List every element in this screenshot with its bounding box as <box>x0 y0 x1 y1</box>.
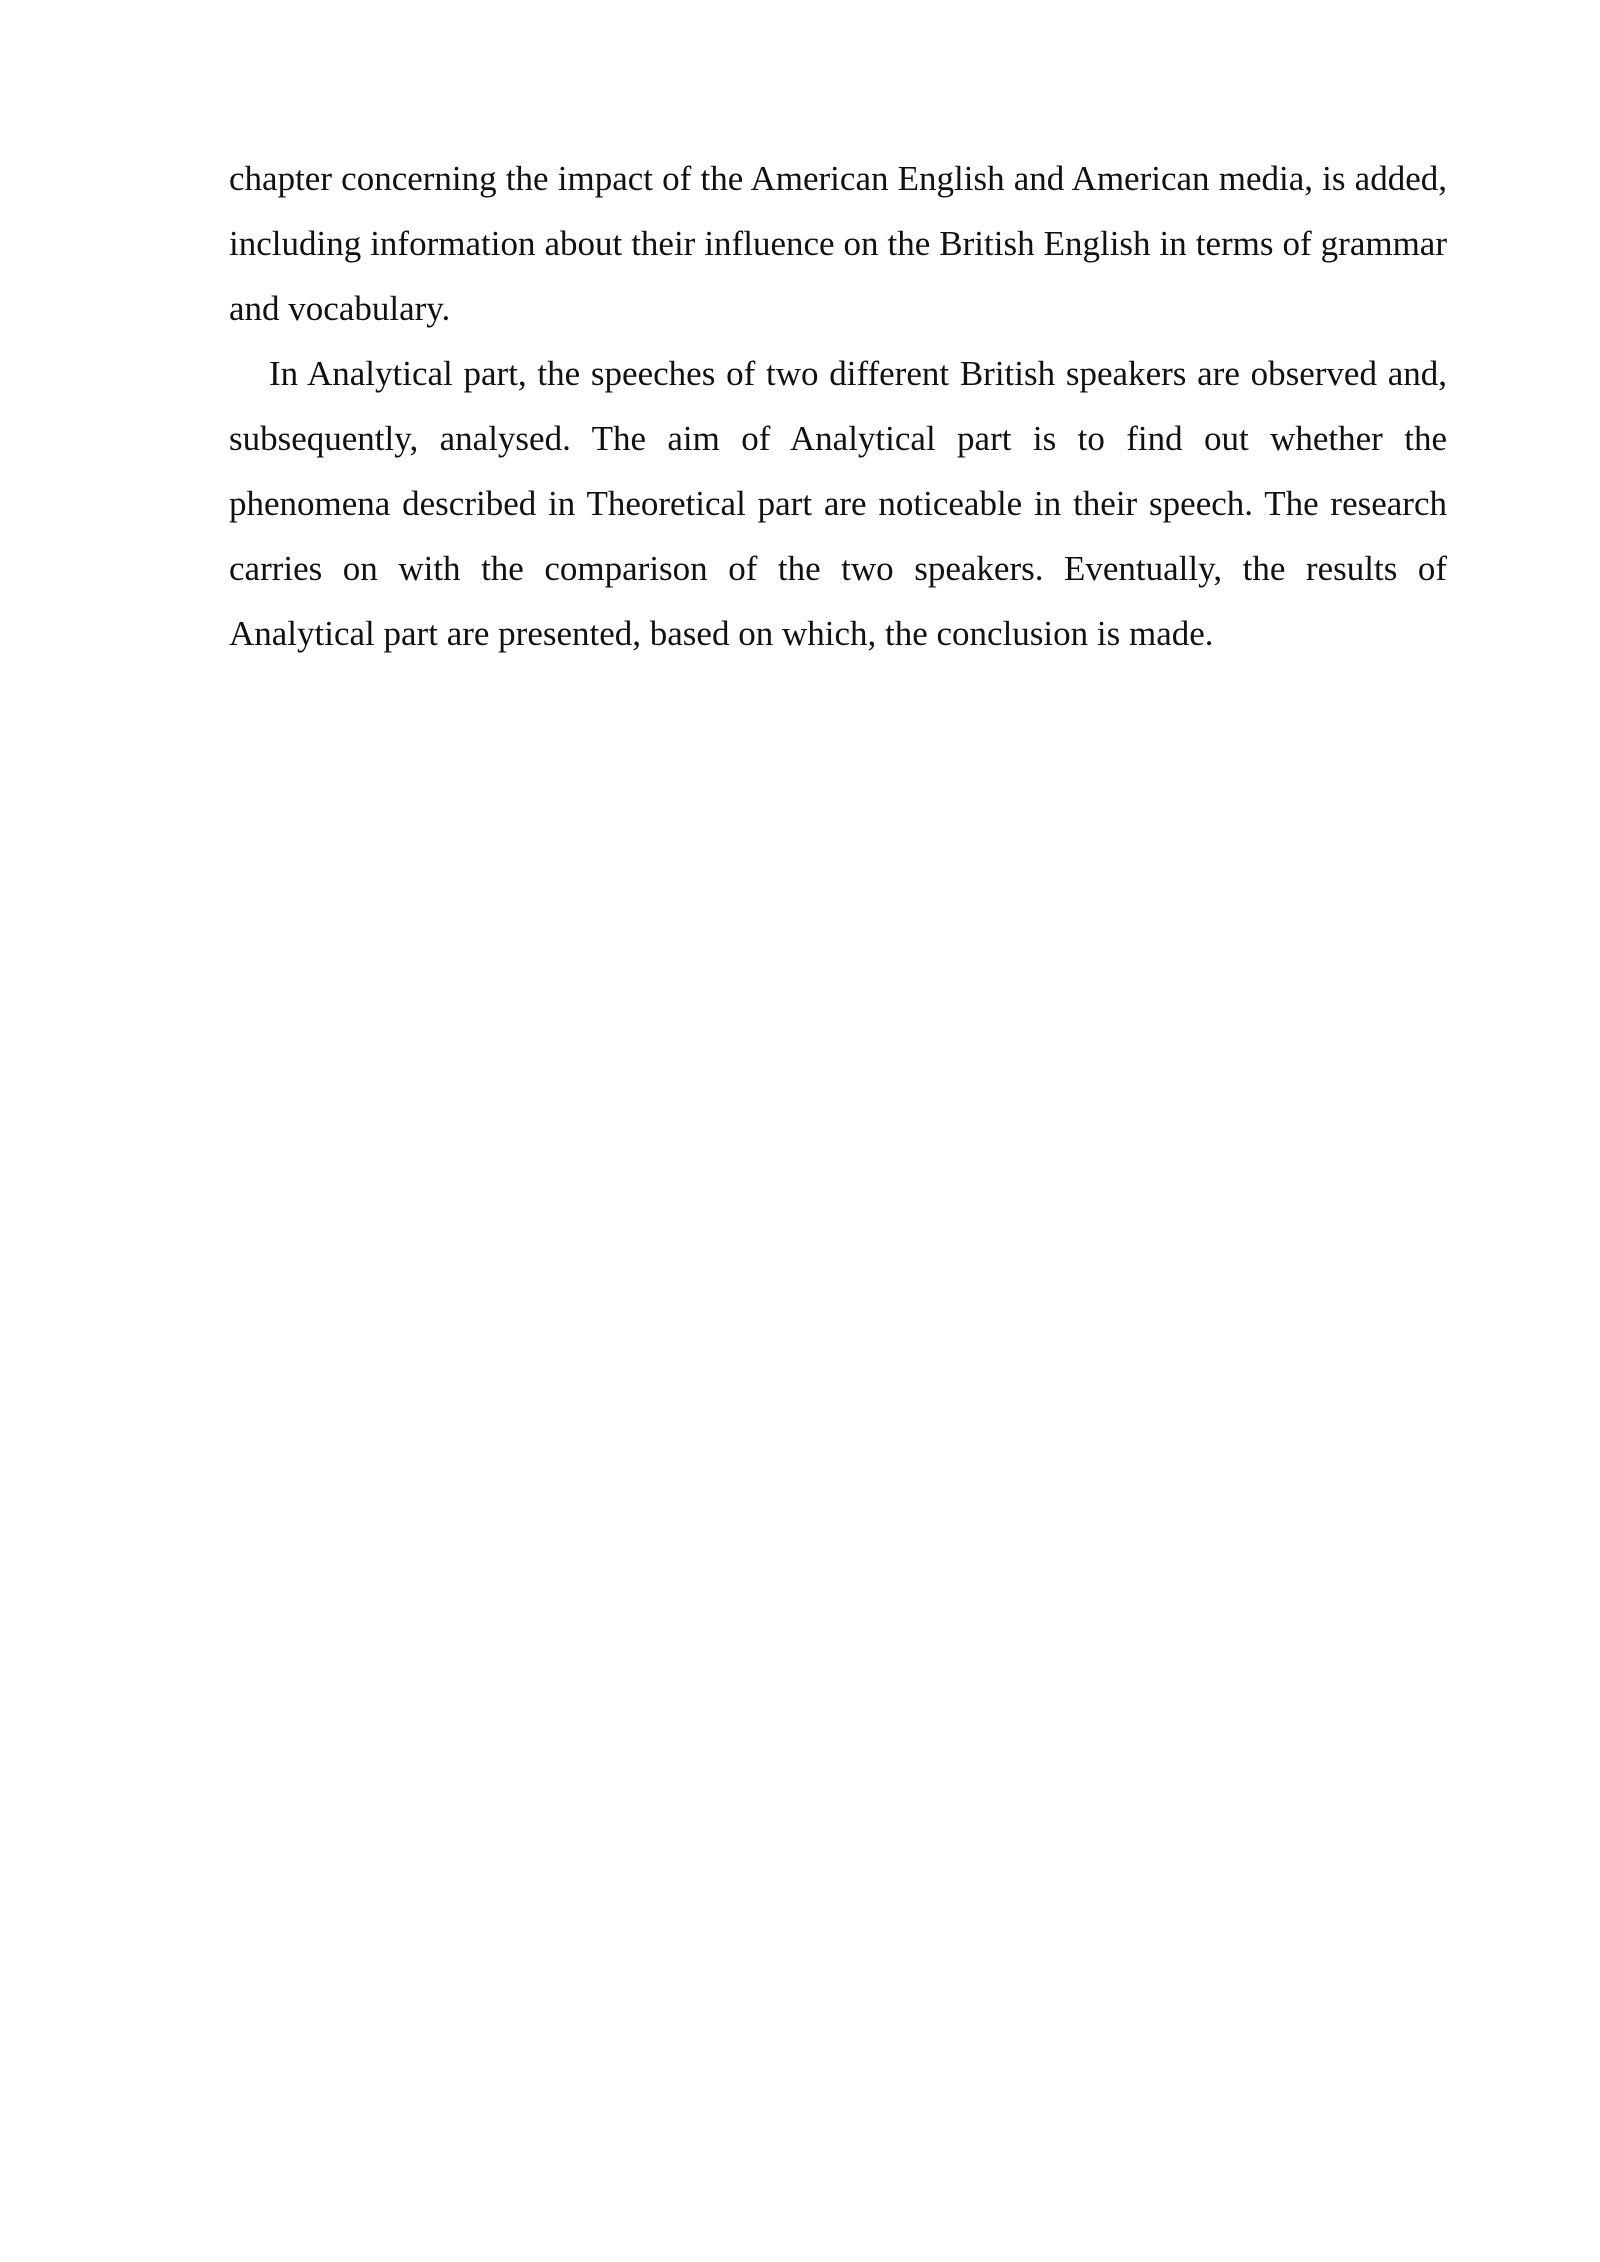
paragraph-analytical-part: In Analytical part, the speeches of two different British speakers are observed and, subsequently, analysed. The aim of Analytical part is to find out whether the phenomena described in Theoretical part are noticeable in their speech. The research carries on with the comparison of the two speakers. Eventually, the results of Analytical part are presented, based on which, the conclusion is made. <box>229 354 1447 653</box>
body-text <box>229 146 1447 666</box>
paragraph-continuation: chapter concerning the impact of the American English and American media, is added, including information about their influence on the British English in terms of grammar and vocabulary. <box>229 159 1447 328</box>
